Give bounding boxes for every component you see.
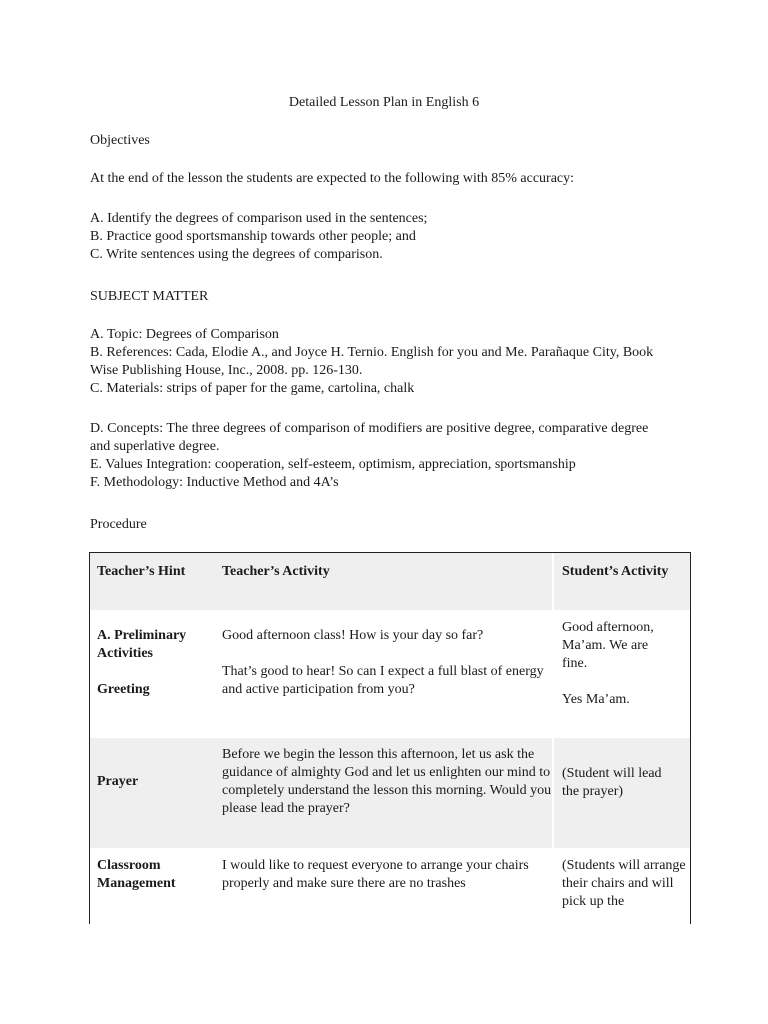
teacher-activity-text: That’s good to hear! So can I expect a full blast of energy and active participation from you? xyxy=(222,664,544,697)
table-row xyxy=(90,738,690,848)
header-teachers-activity: Teacher’s Activity xyxy=(222,564,330,579)
objective-item: C. Write sentences using the degrees of comparison. xyxy=(90,247,383,262)
row-hint-sub: Greeting xyxy=(97,682,150,697)
student-activity-text: Yes Ma’am. xyxy=(562,692,630,707)
header-teachers-hint: Teacher’s Hint xyxy=(97,564,186,579)
teacher-activity-text: Good afternoon class! How is your day so far? xyxy=(222,628,484,643)
objectives-list xyxy=(90,210,680,264)
subject-item: C. Materials: strips of paper for the game, cartolina, chalk xyxy=(90,381,415,396)
subject-item: D. Concepts: The three degrees of comparison of modifiers are positive degree, comparative degree and superlative degree. xyxy=(90,421,649,454)
header-students-activity: Student’s Activity xyxy=(562,564,669,579)
objective-item: A. Identify the degrees of comparison used in the sentences; xyxy=(90,211,428,226)
row-hint: Prayer xyxy=(97,774,139,789)
subject-matter-list-a xyxy=(90,326,670,398)
table-row xyxy=(90,848,690,925)
subject-matter-heading: SUBJECT MATTER xyxy=(90,289,209,304)
table-header-row xyxy=(90,553,690,610)
document-title: Detailed Lesson Plan in English 6 xyxy=(288,95,480,110)
teacher-activity-text: I would like to request everyone to arrange your chairs properly and make sure there are no trashes xyxy=(222,858,529,891)
subject-item: A. Topic: Degrees of Comparison xyxy=(90,327,279,342)
subject-item: B. References: Cada, Elodie A., and Joyce H. Ternio. English for you and Me. Parañaque City, Book Wise Publishing House, Inc., 2008. pp. 126-130. xyxy=(90,345,654,378)
student-activity-text: Good afternoon, Ma’am. We are fine. xyxy=(562,620,654,671)
student-activity-text: (Students will arrange their chairs and will pick up the xyxy=(562,858,686,909)
procedure-table xyxy=(89,552,691,924)
student-activity-text: (Student will lead the prayer) xyxy=(562,766,662,799)
objectives-heading: Objectives xyxy=(90,133,150,148)
subject-item: E. Values Integration: cooperation, self-esteem, optimism, appreciation, sportsmanship xyxy=(90,457,576,472)
row-hint: A. Preliminary Activities xyxy=(97,628,187,661)
subject-item: F. Methodology: Inductive Method and 4A’s xyxy=(90,475,339,490)
procedure-heading: Procedure xyxy=(90,517,147,532)
subject-matter-list-b xyxy=(90,420,670,492)
objectives-intro: At the end of the lesson the students are expected to the following with 85% accuracy: xyxy=(90,171,575,186)
teacher-activity-text: Before we begin the lesson this afternoon, let us ask the guidance of almighty God and let us enlighten our mind to completely understand the lesson this morning. Would you please lead the prayer? xyxy=(222,747,552,816)
row-hint: Classroom Management xyxy=(97,858,176,891)
objective-item: B. Practice good sportsmanship towards other people; and xyxy=(90,229,416,244)
table-row xyxy=(90,610,690,738)
